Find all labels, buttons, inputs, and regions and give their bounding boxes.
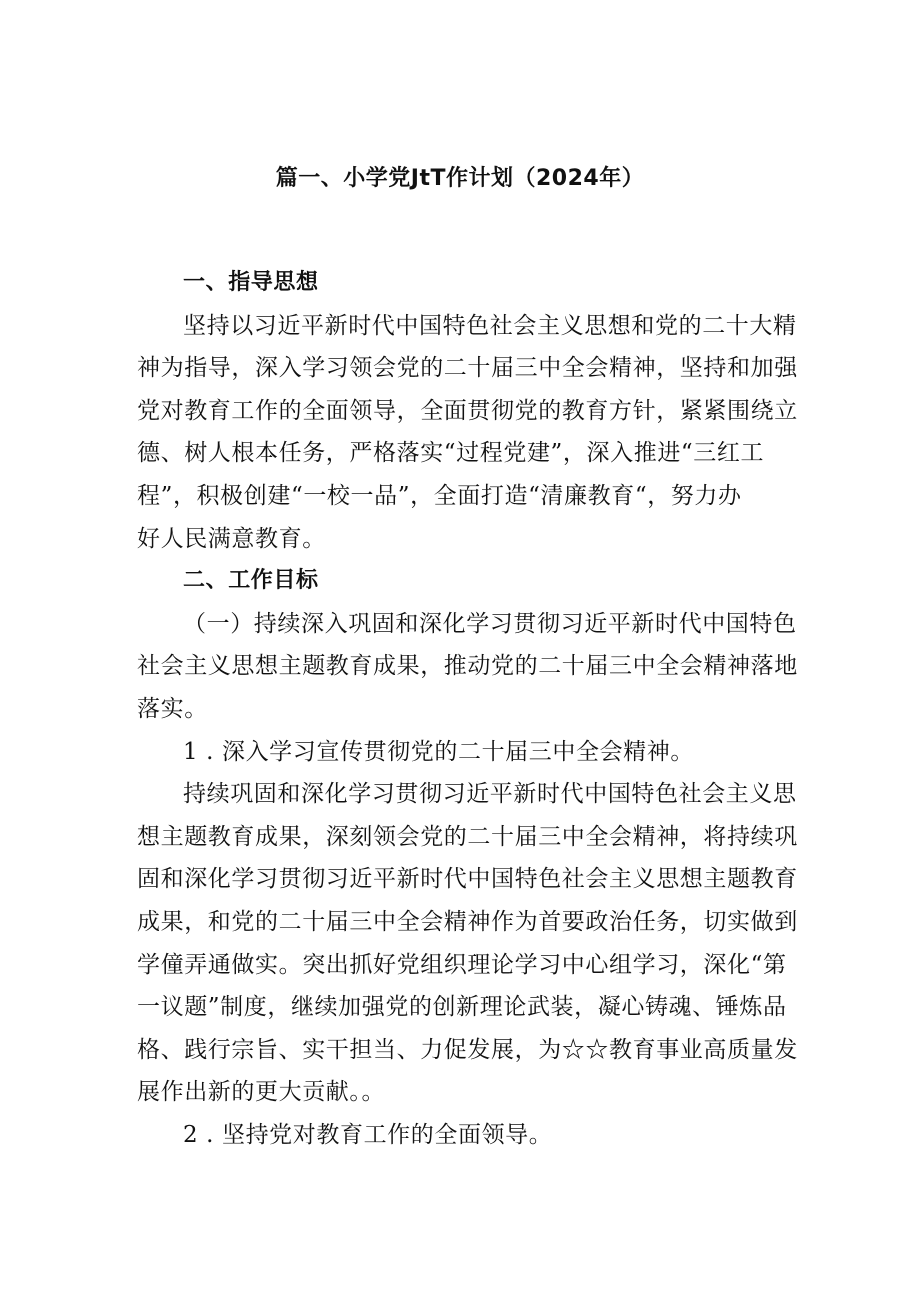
numbered-item-2: 2 . 坚持党对教育工作的全面领导。 [183,1121,553,1148]
paragraph-line: 一议题”制度，继续加强党的创新理论武装，凝心铸魂、锤炼品 [137,994,787,1021]
paragraph-line: 格、践行宗旨、实干担当、力促发展，为☆☆教育事业高质量发 [137,1036,798,1063]
section-heading-work-goals: 二、工作目标 [183,568,319,594]
paragraph-line: 成果，和党的二十届三中全会精神作为首要政治任务，切实做到 [137,908,798,935]
paragraph-line: 好人民满意教育。 [137,525,326,552]
paragraph-line: 程”，积极创建“一校一品”，全面打造“清廉教育“，努力办 [137,482,742,509]
paragraph-line: 神为指导，深入学习领会党的二十届三中全会精神，坚持和加强 [137,355,798,382]
paragraph-line: （一）持续深入巩固和深化学习贯彻习近平新时代中国特色 [183,610,797,637]
numbered-item-1: 1 . 深入学习宣传贯彻党的二十届三中全会精神。 [183,738,694,765]
paragraph-line: 坚持以习近平新时代中国特色社会主义思想和党的二十大精 [183,312,797,339]
paragraph-line: 固和深化学习贯彻习近平新时代中国特色社会主义思想主题教育 [137,866,798,893]
section-heading-guiding-thought: 一、指导思想 [183,270,319,295]
paragraph-line: 德、树人根本任务，严格落实“过程党建”，深入推进“三红工 [137,440,765,467]
paragraph-line: 展作出新的更大贡献。。 [137,1079,386,1106]
paragraph-line: 想主题教育成果，深刻领会党的二十届三中全会精神，将持续巩 [137,823,798,850]
paragraph-line: 党对教育工作的全面领导，全面贯彻党的教育方针，紧紧围绕立 [137,397,798,424]
document-body [137,262,797,1156]
paragraph-line: 学僮弄通做实。突出抓好党组织理论学习中心组学习，深化“第 [137,951,787,978]
paragraph-line: 持续巩固和深化学习贯彻习近平新时代中国特色社会主义思 [183,781,797,808]
paragraph-line: 落实。 [137,695,208,722]
document-title: 篇一、小学党JtT作计划（2024年） [275,166,645,191]
paragraph-line: 社会主义思想主题教育成果，推动党的二十届三中全会精神落地 [137,653,798,680]
